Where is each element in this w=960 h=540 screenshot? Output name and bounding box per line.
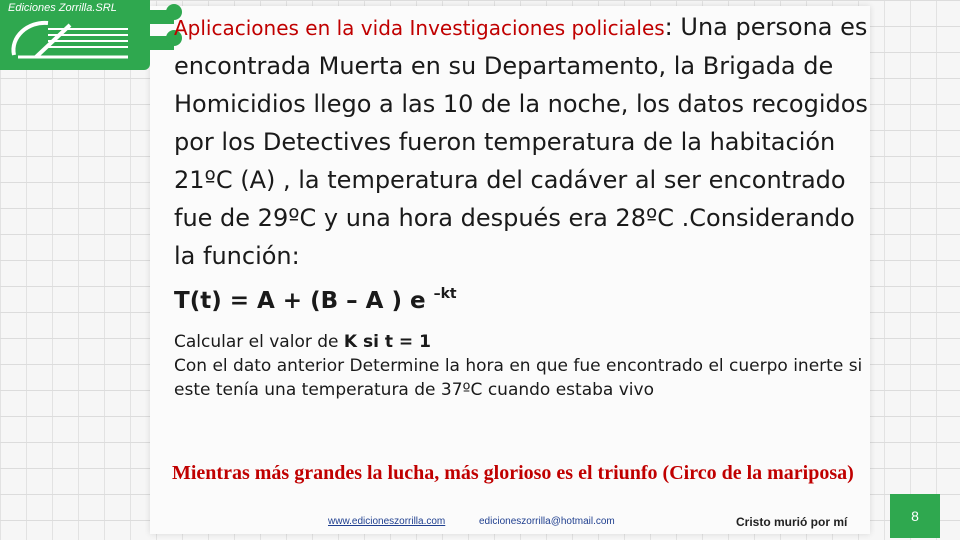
- publisher-logo-tab: [0, 0, 150, 70]
- website-link[interactable]: www.edicioneszorrilla.com: [328, 516, 446, 527]
- problem-description: Una persona es encontrada Muerta en su Departamento, la Brigada de Homicidios llego a las 10 de la noche, los datos recogidos por los Detectives fueron temperatura de la habitación 21ºC (A) , la temperatura del cadáver al ser encontrado fue de 29ºC y una hora después era 28ºC .Considerando la función:: [174, 13, 868, 270]
- footer-motto: Cristo murió por mí: [736, 515, 848, 529]
- formula-exponent: –kt: [433, 286, 457, 302]
- title-colon: :: [664, 13, 673, 41]
- publisher-logo-icon: [8, 17, 138, 63]
- question-1-bold: K si t = 1: [343, 332, 431, 352]
- page-number: 8: [890, 494, 940, 538]
- motivational-quote: Mientras más grandes la lucha, más glorioso es el triunfo (Circo de la mariposa): [172, 462, 854, 484]
- formula-base: T(t) = A + (B – A ) e: [174, 288, 426, 314]
- question-1-text: Calcular el valor de: [174, 332, 344, 352]
- publisher-name: Ediciones Zorrilla.SRL: [8, 2, 117, 14]
- problem-paragraph: [174, 8, 874, 275]
- temperature-formula: [174, 277, 874, 318]
- question-1: [174, 330, 874, 354]
- problem-statement: [174, 8, 874, 402]
- question-2: Con el dato anterior Determine la hora en que fue encontrado el cuerpo inerte si este tenía una temperatura de 37ºC cuando estaba vivo: [174, 356, 863, 400]
- email-address[interactable]: edicioneszorrilla@hotmail.com: [479, 516, 615, 527]
- problem-title: Aplicaciones en la vida Investigaciones policiales: [174, 16, 665, 40]
